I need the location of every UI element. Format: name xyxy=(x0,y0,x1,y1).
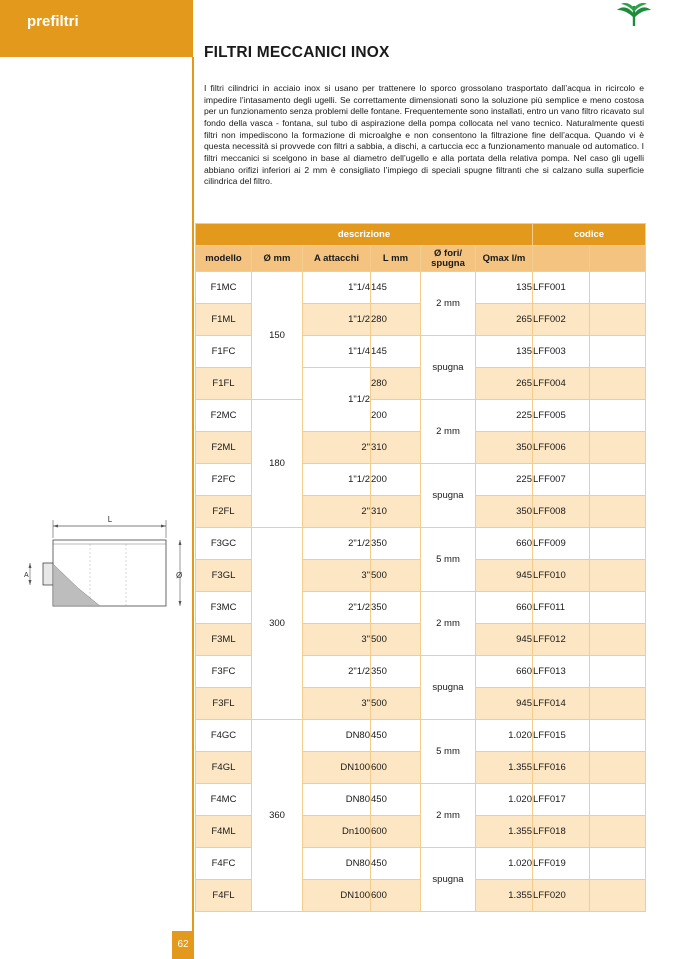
attach-cell: 2" xyxy=(303,432,371,464)
qmax-cell: 945 xyxy=(476,688,533,720)
model-cell: F1FL xyxy=(196,368,252,400)
length-cell: 350 xyxy=(371,592,421,624)
code-cell: LFF017 xyxy=(533,784,590,816)
attach-cell: 2"1/2 xyxy=(303,528,371,560)
filtration-cell: spugna xyxy=(421,336,476,400)
model-cell: F3FL xyxy=(196,688,252,720)
length-cell: 310 xyxy=(371,496,421,528)
filtration-cell: spugna xyxy=(421,464,476,528)
filtration-cell: 2 mm xyxy=(421,784,476,848)
model-cell: F3GC xyxy=(196,528,252,560)
col-header-qmax: Qmax l/m xyxy=(476,246,533,272)
table-row xyxy=(196,400,646,432)
attach-cell: 3" xyxy=(303,688,371,720)
empty-cell xyxy=(590,848,646,880)
length-cell: 600 xyxy=(371,752,421,784)
model-cell: F1FC xyxy=(196,336,252,368)
qmax-cell: 1.355 xyxy=(476,816,533,848)
section-header-band xyxy=(0,0,193,57)
diameter-cell: 300 xyxy=(252,528,303,720)
empty-cell xyxy=(590,688,646,720)
code-cell: LFF010 xyxy=(533,560,590,592)
length-cell: 450 xyxy=(371,720,421,752)
qmax-cell: 1.020 xyxy=(476,720,533,752)
qmax-cell: 1.355 xyxy=(476,880,533,912)
col-header-diametro: Ø mm xyxy=(252,246,303,272)
length-cell: 450 xyxy=(371,784,421,816)
qmax-cell: 265 xyxy=(476,304,533,336)
code-cell: LFF013 xyxy=(533,656,590,688)
length-cell: 145 xyxy=(371,272,421,304)
attach-cell: Dn100 xyxy=(303,816,371,848)
code-cell: LFF016 xyxy=(533,752,590,784)
empty-cell xyxy=(590,400,646,432)
attach-cell: 2"1/2 xyxy=(303,592,371,624)
length-cell: 500 xyxy=(371,688,421,720)
filtration-cell: spugna xyxy=(421,848,476,912)
length-cell: 145 xyxy=(371,336,421,368)
attach-cell: 2"1/2 xyxy=(303,656,371,688)
empty-cell xyxy=(590,656,646,688)
length-cell: 350 xyxy=(371,528,421,560)
code-cell: LFF006 xyxy=(533,432,590,464)
attach-cell: DN100 xyxy=(303,752,371,784)
attach-cell: 1"1/4 xyxy=(303,336,371,368)
empty-cell xyxy=(590,528,646,560)
page-title: FILTRI MECCANICI INOX xyxy=(204,44,390,61)
length-cell: 500 xyxy=(371,624,421,656)
length-cell: 200 xyxy=(371,464,421,496)
code-cell: LFF008 xyxy=(533,496,590,528)
attach-cell: 1"1/4 xyxy=(303,272,371,304)
attachment-label: A xyxy=(24,572,29,579)
col-header-codice xyxy=(533,246,590,272)
model-cell: F4FC xyxy=(196,848,252,880)
group-header-descrizione: descrizione xyxy=(196,224,533,246)
empty-cell xyxy=(590,720,646,752)
length-cell: 600 xyxy=(371,816,421,848)
filtration-cell: 2 mm xyxy=(421,592,476,656)
model-cell: F4FL xyxy=(196,880,252,912)
qmax-cell: 350 xyxy=(476,432,533,464)
empty-cell xyxy=(590,464,646,496)
qmax-cell: 660 xyxy=(476,592,533,624)
filter-spec-table xyxy=(195,223,646,912)
leaf-logo-icon xyxy=(614,0,654,28)
model-cell: F3FC xyxy=(196,656,252,688)
code-cell: LFF014 xyxy=(533,688,590,720)
model-cell: F1ML xyxy=(196,304,252,336)
qmax-cell: 350 xyxy=(476,496,533,528)
page-number: 62 xyxy=(172,931,194,959)
col-header-attacchi: A attacchi xyxy=(303,246,371,272)
empty-cell xyxy=(590,560,646,592)
attach-cell: DN80 xyxy=(303,848,371,880)
model-cell: F4GC xyxy=(196,720,252,752)
section-label: prefiltri xyxy=(27,13,79,30)
qmax-cell: 1.020 xyxy=(476,784,533,816)
length-cell: 200 xyxy=(371,400,421,432)
filtration-cell: 2 mm xyxy=(421,400,476,464)
code-cell: LFF005 xyxy=(533,400,590,432)
length-label: L xyxy=(107,515,113,524)
model-cell: F4MC xyxy=(196,784,252,816)
filtration-cell: spugna xyxy=(421,656,476,720)
empty-cell xyxy=(590,368,646,400)
qmax-cell: 945 xyxy=(476,560,533,592)
attach-cell: 1"1/2 xyxy=(303,304,371,336)
diameter-cell: 150 xyxy=(252,272,303,400)
code-cell: LFF020 xyxy=(533,880,590,912)
empty-cell xyxy=(590,784,646,816)
model-cell: F3MC xyxy=(196,592,252,624)
length-cell: 350 xyxy=(371,656,421,688)
length-cell: 280 xyxy=(371,304,421,336)
empty-cell xyxy=(590,304,646,336)
qmax-cell: 1.355 xyxy=(476,752,533,784)
col-header-modello: modello xyxy=(196,246,252,272)
length-cell: 310 xyxy=(371,432,421,464)
code-cell: LFF004 xyxy=(533,368,590,400)
filtration-cell: 5 mm xyxy=(421,720,476,784)
group-header-codice: codice xyxy=(533,224,646,246)
table-row xyxy=(196,528,646,560)
attach-cell: 2" xyxy=(303,496,371,528)
qmax-cell: 225 xyxy=(476,400,533,432)
code-cell: LFF001 xyxy=(533,272,590,304)
attach-cell: DN100 xyxy=(303,880,371,912)
code-cell: LFF012 xyxy=(533,624,590,656)
code-cell: LFF018 xyxy=(533,816,590,848)
col-header-lunghezza: L mm xyxy=(371,246,421,272)
attach-cell: 3" xyxy=(303,624,371,656)
model-cell: F2ML xyxy=(196,432,252,464)
model-cell: F4ML xyxy=(196,816,252,848)
qmax-cell: 135 xyxy=(476,336,533,368)
col-header-extra xyxy=(590,246,646,272)
diameter-cell: 360 xyxy=(252,720,303,912)
model-cell: F3GL xyxy=(196,560,252,592)
attach-cell: DN80 xyxy=(303,784,371,816)
intro-paragraph: I filtri cilindrici in acciaio inox si usano per trattenere lo sporco grossolano trasportato dall’acqua in ricircolo e impedire l’intasamento degli ugelli. Se correttamente dimensionati sono la soluzione più semplice e meno costosa per un funzionamento senza problemi delle fontane. Frequentemente sono installati, entro un vano filtro ricavato sul fondo della vasca - fontana, sul tubo di aspirazione della pompa collocata nel vano tecnico. Naturalmente questi filtri non impediscono la formazione di microalghe e non consentono la filtrazione fine dell’acqua. Quando vi è questa necessità si provvede con filtri a sabbia, a dischi, a cartuccia ecc a funzionamento manuale od automatico. I filtri meccanici si scelgono in base al diametro dell’ugello e alla portata della relativa pompa. Nel caso gli ugelli abbiano orifizi inferiori ai 2 mm è consigliato l’impiego di speciali spugne filtranti che si calzano sulla superficie cilindrica del filtro. xyxy=(204,83,644,187)
col-header-fori: Ø fori/ spugna xyxy=(421,246,476,272)
qmax-cell: 135 xyxy=(476,272,533,304)
empty-cell xyxy=(590,432,646,464)
length-cell: 600 xyxy=(371,880,421,912)
model-cell: F3ML xyxy=(196,624,252,656)
attach-cell: 1"1/2 xyxy=(303,368,371,432)
table-row xyxy=(196,720,646,752)
qmax-cell: 660 xyxy=(476,528,533,560)
qmax-cell: 945 xyxy=(476,624,533,656)
table-row xyxy=(196,272,646,304)
empty-cell xyxy=(590,624,646,656)
empty-cell xyxy=(590,752,646,784)
qmax-cell: 265 xyxy=(476,368,533,400)
empty-cell xyxy=(590,496,646,528)
length-cell: 500 xyxy=(371,560,421,592)
diameter-label: Ø xyxy=(176,571,183,580)
code-cell: LFF015 xyxy=(533,720,590,752)
qmax-cell: 225 xyxy=(476,464,533,496)
model-cell: F2MC xyxy=(196,400,252,432)
code-cell: LFF011 xyxy=(533,592,590,624)
model-cell: F1MC xyxy=(196,272,252,304)
code-cell: LFF007 xyxy=(533,464,590,496)
attach-cell: 1"1/2 xyxy=(303,464,371,496)
code-cell: LFF003 xyxy=(533,336,590,368)
model-cell: F2FL xyxy=(196,496,252,528)
empty-cell xyxy=(590,336,646,368)
code-cell: LFF009 xyxy=(533,528,590,560)
empty-cell xyxy=(590,816,646,848)
filtration-cell: 5 mm xyxy=(421,528,476,592)
diameter-cell: 180 xyxy=(252,400,303,528)
qmax-cell: 660 xyxy=(476,656,533,688)
empty-cell xyxy=(590,880,646,912)
length-cell: 450 xyxy=(371,848,421,880)
code-cell: LFF002 xyxy=(533,304,590,336)
empty-cell xyxy=(590,272,646,304)
attach-cell: 3" xyxy=(303,560,371,592)
code-cell: LFF019 xyxy=(533,848,590,880)
model-cell: F4GL xyxy=(196,752,252,784)
filtration-cell: 2 mm xyxy=(421,272,476,336)
empty-cell xyxy=(590,592,646,624)
attach-cell: DN80 xyxy=(303,720,371,752)
qmax-cell: 1.020 xyxy=(476,848,533,880)
length-cell: 280 xyxy=(371,368,421,400)
filter-technical-drawing xyxy=(18,508,194,612)
model-cell: F2FC xyxy=(196,464,252,496)
